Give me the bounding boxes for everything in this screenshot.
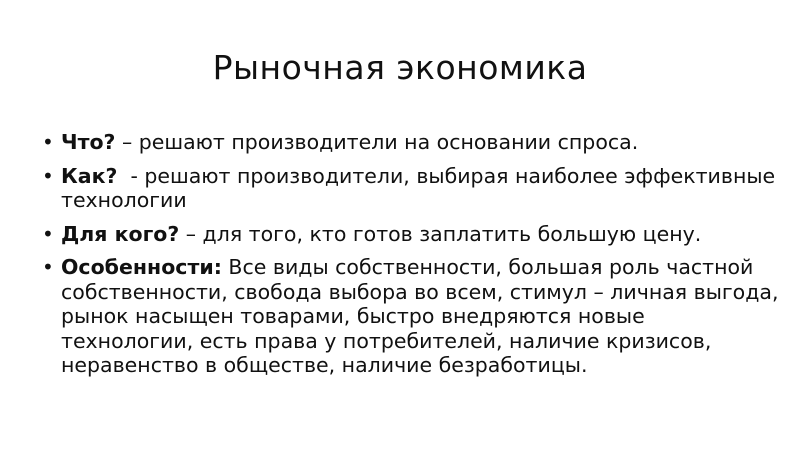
bullet-list bbox=[42, 130, 782, 378]
bullet-text: – для того, кто готов заплатить большую цену. bbox=[179, 221, 702, 246]
bullet-item-how bbox=[42, 164, 782, 213]
bullet-text: - решают производители, выбирая наиболее эффективные технологии bbox=[61, 163, 782, 212]
bullet-term: Для кого? bbox=[61, 221, 180, 246]
slide-title: Рыночная экономика bbox=[212, 48, 588, 87]
bullet-item-for-whom bbox=[42, 222, 782, 247]
bullet-text: Все виды собственности, большая роль частной собственности, свобода выбора во всем, стимул – личная выгода, рынок насыщен товарами, быстро внедряются новые технологии, есть права у потребителей, наличие кризисов, неравенство в обществе, наличие безработицы. bbox=[61, 255, 779, 377]
bullet-item-what bbox=[42, 130, 782, 155]
bullet-dot-icon: • bbox=[42, 130, 54, 154]
bullet-item-features bbox=[42, 255, 782, 378]
bullet-dot-icon: • bbox=[42, 255, 54, 279]
bullet-term: Особенности: bbox=[61, 255, 222, 279]
bullet-dot-icon: • bbox=[42, 221, 54, 246]
bullet-term: Как? bbox=[61, 163, 118, 188]
bullet-text: – решают производители на основании спроса. bbox=[115, 130, 639, 154]
bullet-dot-icon: • bbox=[42, 163, 54, 188]
bullet-term: Что? bbox=[61, 130, 116, 154]
